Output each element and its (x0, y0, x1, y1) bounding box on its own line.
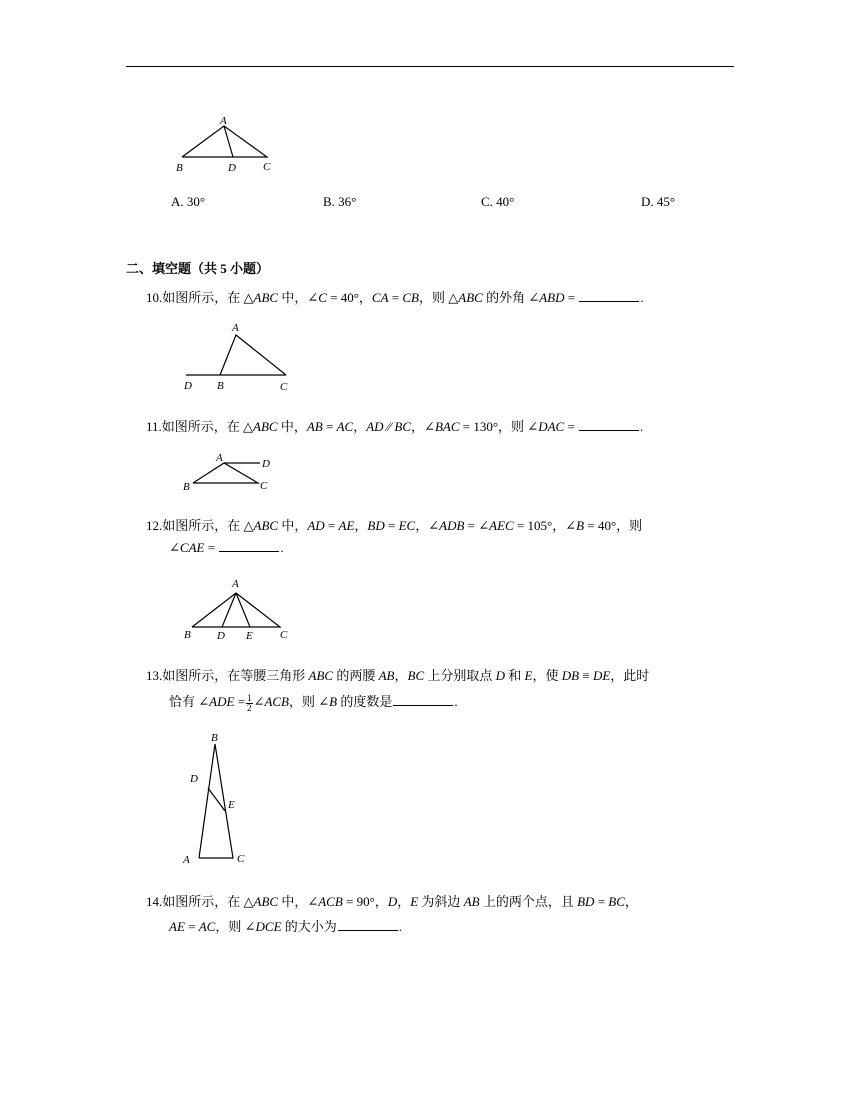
q11-text: 11.如图所示，在 △ABC 中，AB = AC，AD ∕∕ BC，∠BAC = 130°，则 ∠DAC = . (146, 419, 644, 434)
q11-label-a: A (216, 452, 223, 464)
q12-figure (180, 575, 295, 643)
q11-label-b: B (183, 481, 190, 493)
q13-label-a: A (183, 854, 190, 866)
q13-text-line1: 13.如图所示，在等腰三角形 ABC 的两腰 AB，BC 上分别取点 D 和 E，使 DB ≡ DE，此时 (146, 668, 650, 683)
q12-label-a: A (232, 578, 239, 590)
q10-label-a: A (232, 322, 239, 334)
q9-figure (170, 112, 280, 176)
q14-text-line1: 14.如图所示，在 △ABC 中，∠ACB = 90°，D，E 为斜边 AB 上的两个点，且 BD = BC， (146, 894, 638, 909)
q9-choice-a: A. 30° (171, 194, 206, 209)
q13-figure (178, 728, 253, 870)
q13-fraction: $\frac{1}{2}$ (247, 692, 252, 713)
q12-text-line2: ∠CAE = . (169, 540, 284, 555)
q13-label-e: E (228, 799, 235, 811)
q9-label-c: C (263, 161, 271, 173)
q10-figure (180, 318, 300, 396)
q12-label-b: B (184, 629, 191, 641)
q9-choice-c: C. 40° (481, 194, 515, 209)
section-title: 二、填空题（共 5 小题） (126, 261, 270, 276)
q10-label-b: B (217, 380, 224, 392)
q10-answer-blank[interactable] (579, 290, 639, 302)
q13-label-d: D (190, 773, 198, 785)
q11-figure (180, 448, 280, 494)
q9-label-a: A (220, 115, 227, 127)
q12-label-c: C (280, 629, 288, 641)
q9-label-d: D (228, 162, 236, 174)
q10-label-d: D (184, 380, 192, 392)
q9-choice-b: B. 36° (323, 194, 357, 209)
q9-label-b: B (176, 162, 183, 174)
q12-answer-blank[interactable] (219, 540, 279, 552)
q12-label-d: D (217, 630, 225, 642)
q13-label-c: C (237, 853, 245, 865)
q14-answer-blank[interactable] (338, 919, 398, 931)
q13-text-line2: 恰有 ∠ADE = $\frac{1}{2}$ ∠ACB，则 ∠B 的度数是 . (169, 692, 458, 713)
q12-label-e: E (246, 630, 253, 642)
q9-choice-d: D. 45° (641, 194, 676, 209)
q10-label-c: C (280, 381, 288, 393)
q10-text: 10.如图所示，在 △ABC 中，∠C = 40°，CA = CB，则 △ABC 的外角 ∠ABD = . (146, 290, 644, 305)
header-rule (126, 66, 734, 67)
q11-label-d: D (262, 458, 270, 470)
q11-label-c: C (260, 480, 268, 492)
q11-answer-blank[interactable] (579, 419, 639, 431)
q14-text-line2: AE = AC，则 ∠DCE 的大小为 . (169, 919, 403, 934)
q13-label-b: B (211, 732, 218, 744)
q13-answer-blank[interactable] (393, 694, 453, 706)
q12-text-line1: 12.如图所示，在 △ABC 中，AD = AE，BD = EC，∠ADB = ∠AEC = 105°，∠B = 40°，则 (146, 518, 643, 533)
